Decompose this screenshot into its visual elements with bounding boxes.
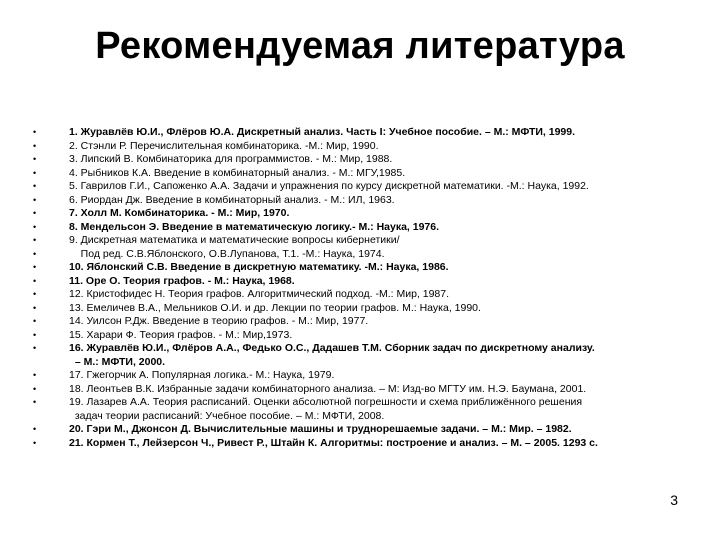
reference-text: 16. Журавлёв Ю.И., Флёров А.А., Федько О.С., Дадашев Т.М. Сборник задач по дискретному анализу. – М.: МФТИ, 2000.: [69, 342, 595, 368]
page-number: 3: [670, 492, 678, 508]
bullet-icon: •: [33, 208, 37, 218]
reference-item: [33, 288, 693, 302]
reference-text: 19. Лазарев А.А. Теория расписаний. Оценки абсолютной погрешности и схема приближённого решения задач теории расписаний: Учебное пособие. – М.: МФТИ, 2008.: [69, 396, 583, 422]
reference-text: 13. Емеличев В.А., Мельников О.И. и др. Лекции по теории графов. М.: Наука, 1990.: [69, 301, 481, 314]
reference-item: [33, 437, 693, 451]
reference-text: 14. Уилсон Р.Дж. Введение в теорию графов. - М.: Мир, 1977.: [69, 315, 369, 327]
reference-text: 7. Холл М. Комбинаторика. - М.: Мир, 1970.: [69, 207, 290, 219]
reference-text: 8. Мендельсон Э. Введение в математическую логику.- М.: Наука, 1976.: [69, 220, 440, 233]
bullet-icon: •: [33, 397, 37, 407]
reference-item: [33, 423, 693, 437]
reference-item: [33, 383, 693, 397]
bullet-icon: •: [33, 167, 37, 178]
reference-text: 4. Рыбников К.А. Введение в комбинаторный анализ. - М.: МГУ,1985.: [69, 166, 406, 179]
reference-item: [33, 248, 693, 262]
reference-item: [33, 207, 693, 221]
reference-text: 2. Стэнли Р. Перечислительная комбинаторика. -М.: Мир, 1990.: [69, 139, 379, 152]
reference-item: [33, 302, 693, 316]
bullet-icon: •: [33, 181, 37, 191]
reference-text: 1. Журавлёв Ю.И., Флёров Ю.А. Дискретный анализ. Часть I: Учебное пособие. – М.: МФТИ, 1999.: [69, 126, 576, 138]
reference-item: [33, 180, 693, 194]
reference-item: [33, 126, 693, 140]
reference-text: 21. Кормен Т., Лейзерсон Ч., Ривест Р., Штайн К. Алгоритмы: построение и анализ. – М. – 2005. 1293 с.: [69, 436, 598, 449]
bullet-icon: •: [33, 329, 37, 340]
reference-list: [33, 126, 693, 450]
bullet-icon: •: [33, 275, 37, 286]
reference-text: 17. Гжегорчик А. Популярная логика.- М.: Наука, 1979.: [69, 369, 335, 381]
reference-item: [33, 194, 693, 208]
bullet-icon: •: [33, 383, 37, 394]
bullet-icon: •: [33, 140, 37, 151]
reference-item: [33, 234, 693, 248]
reference-item: [33, 261, 693, 275]
reference-text: 15. Харари Ф. Теория графов. - М.: Мир,1973.: [69, 328, 293, 341]
reference-text: 6. Риордан Дж. Введение в комбинаторный анализ. - М.: ИЛ, 1963.: [69, 193, 395, 206]
bullet-icon: •: [33, 289, 37, 299]
reference-text: 12. Кристофидес Н. Теория графов. Алгоритмический подход. -М.: Мир, 1987.: [69, 288, 450, 300]
bullet-icon: •: [33, 343, 37, 353]
reference-item: [33, 342, 693, 369]
bullet-icon: •: [33, 316, 37, 326]
reference-item: [33, 315, 693, 329]
bullet-icon: •: [33, 248, 37, 259]
bullet-icon: •: [33, 302, 37, 313]
reference-item: [33, 221, 693, 235]
reference-item: [33, 167, 693, 181]
bullet-icon: •: [33, 154, 37, 164]
reference-text: 3. Липский В. Комбинаторика для программистов. - М.: Мир, 1988.: [69, 153, 393, 165]
bullet-icon: •: [33, 370, 37, 380]
reference-text: 20. Гэри М., Джонсон Д. Вычислительные машины и труднорешаемые задачи. – М.: Мир. – 1982.: [69, 423, 572, 435]
reference-item: [33, 140, 693, 154]
reference-item: [33, 369, 693, 383]
bullet-icon: •: [33, 221, 37, 232]
bullet-icon: •: [33, 424, 37, 434]
reference-item: [33, 396, 693, 423]
reference-item: [33, 329, 693, 343]
reference-text: Под ред. С.В.Яблонского, О.В.Лупанова, Т.1. -М.: Наука, 1974.: [69, 247, 385, 260]
bullet-icon: •: [33, 235, 37, 245]
reference-item: [33, 275, 693, 289]
bullet-icon: •: [33, 437, 37, 448]
reference-text: 11. Оре О. Теория графов. - М.: Наука, 1968.: [69, 274, 295, 287]
bullet-icon: •: [33, 262, 37, 272]
bullet-icon: •: [33, 127, 37, 137]
bullet-icon: •: [33, 194, 37, 205]
reference-text: 9. Дискретная математика и математические вопросы кибернетики/: [69, 234, 400, 246]
slide-title: Рекомендуемая литература: [95, 25, 625, 67]
reference-item: [33, 153, 693, 167]
reference-text: 10. Яблонский С.В. Введение в дискретную математику. -М.: Наука, 1986.: [69, 261, 449, 273]
reference-text: 5. Гаврилов Г.И., Сапоженко А.А. Задачи и упражнения по курсу дискретной математики. -М.: Наука, 1992.: [69, 180, 589, 192]
reference-text: 18. Леонтьев В.К. Избранные задачи комбинаторного анализа. – М: Изд-во МГТУ им. Н.Э. Баумана, 2001.: [69, 382, 587, 395]
